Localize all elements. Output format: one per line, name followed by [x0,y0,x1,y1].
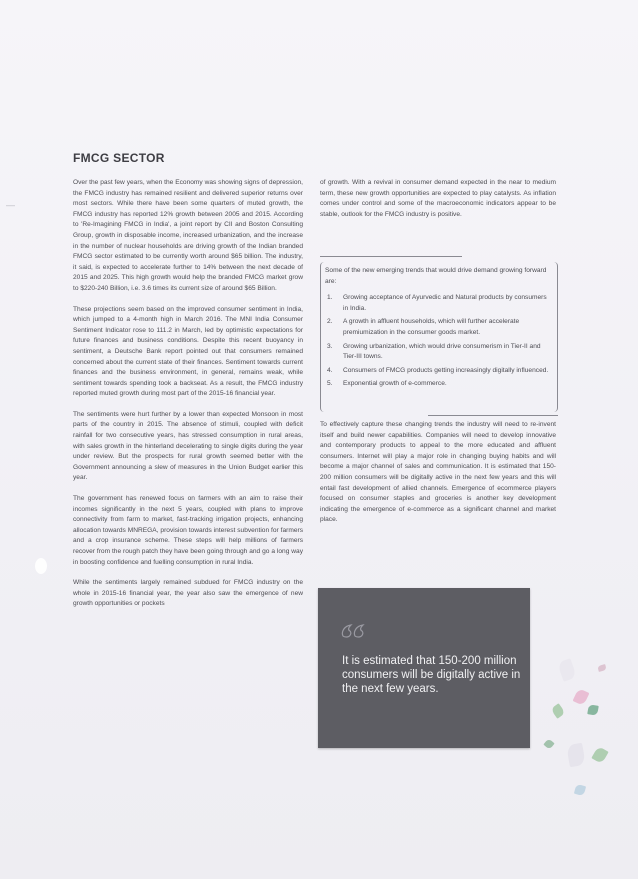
left-column [73,178,303,620]
list-text: Consumers of FMCG products getting increasingly digitally influenced. [343,366,549,374]
list-text: Growing acceptance of Ayurvedic and Natural products by consumers in India. [343,294,547,312]
leaf-icon [597,664,606,672]
paragraph: While the sentiments largely remained subdued for FMCG industry on the whole in 2015-16 financial year, the year also saw the emergence of new growth opportunities or pockets [73,579,303,608]
leaf-icon [550,703,565,719]
list-number: 1. [327,294,333,302]
list-number: 3. [327,342,333,350]
leaf-icon [566,743,586,767]
callout-text: It is estimated that 150-200 million consumers will be digitally active in the next few years. [342,655,521,695]
leaf-icon [557,658,577,682]
leaf-icon [587,704,599,716]
list-number: 5. [327,380,333,388]
section-title: FMCG SECTOR [73,151,165,165]
list-number: 2. [327,318,333,326]
list-item [325,342,553,363]
paragraph: The sentiments were hurt further by a lower than expected Monsoon in most parts of the country in 2015. The absence of stimuli, coupled with deficit rainfall for two consecutive years, has stressed consumption in rural areas, with sales growth in the hinterland decelerating to single digits during the year under review. But the prospects for rural growth seemed better with the Government announcing a slew of measures in the Union Budget earlier this year. [73,410,303,482]
paragraph: The government has renewed focus on farmers with an aim to raise their incomes significantly in the next 5 years, coupled with plans to improve connectivity from farm to market, fast-tracking irrigation projects, enhancing allocation towards MNREGA, provision towards interest subvention for farmers and a crop insurance scheme. These steps will help millions of farmers recover from the rough patch they have been going through and go a long way in boosting confidence and fuelling consumption in rural India. [73,495,303,566]
paragraph: These projections seem based on the improved consumer sentiment in India, which jumped to a 4-month high in March 2016. The MNI India Consumer Sentiment Indicator rose to 111.2 in March, led by optimistic expectations for future finances and business conditions. Despite this recent buoyancy in sentiment, a Deutsche Bank report pointed out that consumers remained concerned about the current state of their finances. Sentiment towards current finances and the business environment, in general, remains weak, while sentiment towards spending took a backseat. As a result, the FMCG industry reported muted growth during most part of the 2015-16 financial year. [73,305,303,398]
leaf-icon [543,738,554,749]
list-item [325,379,553,390]
paragraph: To effectively capture these changing trends the industry will need to re-invent itself and build newer capabilities. Companies will need to develop innovative and contemporary products to appeal to the more educated and affluent consumers. Internet will play a major role in changing buying habits and will become a major channel of sales and communication. It is estimated that 150-200 million consumers will be digitally active in the next few years and this will entail fast development of allied channels. Emergence of ecommerce players focused on consumer staples and groceries is another key development indicating the emergence of e-commerce as a significant channel and market place. [320,421,556,524]
paragraph: Over the past few years, when the Economy was showing signs of depression, the FMCG industry has remained resilient and delivered superior returns over most sectors. While there have been some quarters of muted growth, the FMCG industry has reported 12% growth between 2005 and 2015. According to 'Re-Imagining FMCG in India', a joint report by CII and Boston Consulting Group, growth in disposable income, increased urbanization, and the increase in the number of nuclear households are driving growth of the Indian branded FMCG sector estimated to be currently worth around $65 billion. The industry, it said, is expected to accelerate further to 14% between the next decade of 2015 and 2025. This high growth would help the branded FMCG market grow to $220-240 Billion, i.e. 3.6 times its current size of around $65 Billion. [73,179,303,292]
right-column-bottom [320,420,556,536]
list-text: A growth in affluent households, which will further accelerate premiumization in the consumer goods market. [343,318,520,336]
list-item [325,317,553,338]
leaf-icon [35,558,47,574]
trends-box [320,262,558,412]
leaf-icon [573,688,590,706]
leaf-icon [574,784,586,796]
paragraph: of growth. With a revival in consumer demand expected in the near to medium term, these new growth opportunities are expected to play catalysts. As inflation comes under control and some of the macroeconomic indicators appear to be stable, outlook for the FMCG industry is positive. [320,179,556,218]
list-item [325,293,553,314]
callout-box [318,588,530,748]
quote-icon [340,622,368,640]
scan-mark: — [6,200,15,210]
trends-intro: Some of the new emerging trends that would drive demand growing forward are: [325,267,547,285]
list-item [325,366,553,377]
trends-list [321,293,557,390]
list-text: Growing urbanization, which would drive consumerism in Tier-II and Tier-III towns. [343,342,541,361]
list-number: 4. [327,366,333,374]
list-text: Exponential growth of e-commerce. [343,380,447,388]
leaf-icon [591,746,608,764]
right-column [320,178,556,230]
